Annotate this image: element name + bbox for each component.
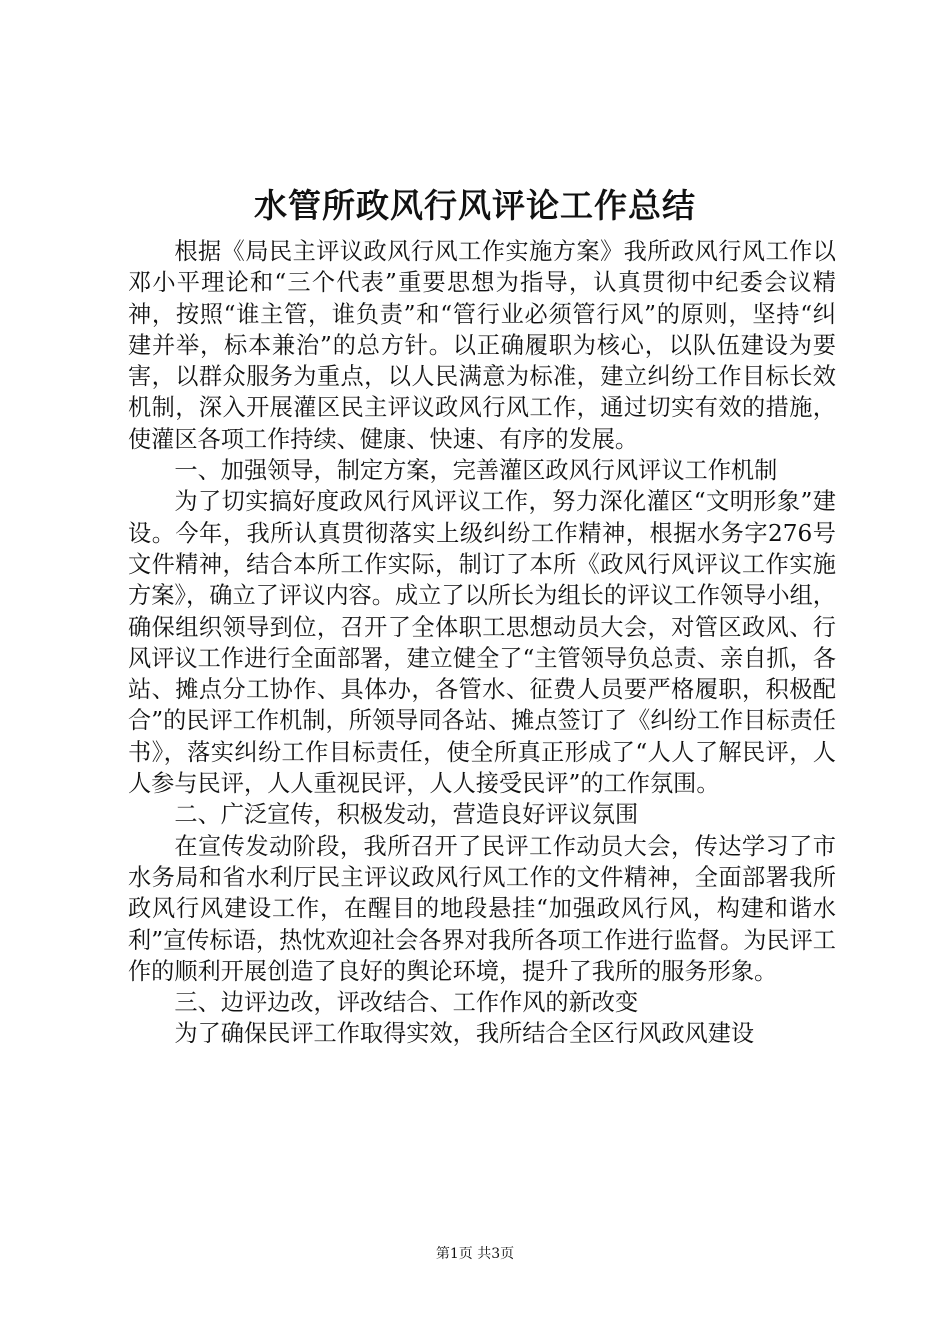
section-heading-2: 二、广泛宣传，积极发动，营造良好评议氛围 <box>174 801 639 829</box>
section-heading-1: 一、加强领导，制定方案，完善灌区政风行风评议工作机制 <box>174 457 778 485</box>
document-title: 水管所政风行风评论工作总结 <box>254 186 696 225</box>
paragraph-section-2: 在宣传发动阶段，我所召开了民评工作动员大会，传达学习了市水务局和省水利厅民主评议政风行风工作的文件精神，全面部署我所政风行风建设工作，在醒目的地段悬挂“加强政风行风，构建和谐水利”宣传标语，热忱欢迎社会各界对我所各项工作进行监督。为民评工作的顺利开展创造了良好的舆论环境，提升了我所的服务形象。 <box>128 832 836 985</box>
paragraph-section-3: 为了确保民评工作取得实效，我所结合全区行风政风建设 <box>174 1020 755 1048</box>
document-body <box>128 236 836 1050</box>
paragraph-section-1: 为了切实搞好度政风行风评议工作，努力深化灌区“文明形象”建设。今年，我所认真贯彻落实上级纠纷工作精神，根据水务字276号文件精神，结合本所工作实际，制订了本所《政风行风评议工作实施方案》，确立了评议内容。成立了以所长为组长的评议工作领导小组，确保组织领导到位，召开了全体职工思想动员大会，对管区政风、行风评议工作进行全面部署，建立健全了“主管领导负总责、亲自抓，各站、摊点分工协作、具体办，各管水、征费人员要严格履职，积极配合”的民评工作机制，所领导同各站、摊点签订了《纠纷工作目标责任书》，落实纠纷工作目标责任，使全所真正形成了“人人了解民评，人人参与民评，人人重视民评，人人接受民评”的工作氛围。 <box>128 488 836 798</box>
section-heading-3: 三、边评边改，评改结合、工作作风的新改变 <box>174 989 639 1017</box>
paragraph-intro: 根据《局民主评议政风行风工作实施方案》我所政风行风工作以邓小平理论和“三个代表”重要思想为指导，认真贯彻中纪委会议精神，按照“谁主管，谁负责”和“管行业必须管行风”的原则，坚持“纠建并举，标本兼治”的总方针。以正确履职为核心，以队伍建设为要害，以群众服务为重点，以人民满意为标准，建立纠纷工作目标长效机制，深入开展灌区民主评议政风行风工作，通过切实有效的措施，使灌区各项工作持续、健康、快速、有序的发展。 <box>128 238 836 453</box>
page-footer: 第1页 共3页 <box>435 1246 515 1262</box>
